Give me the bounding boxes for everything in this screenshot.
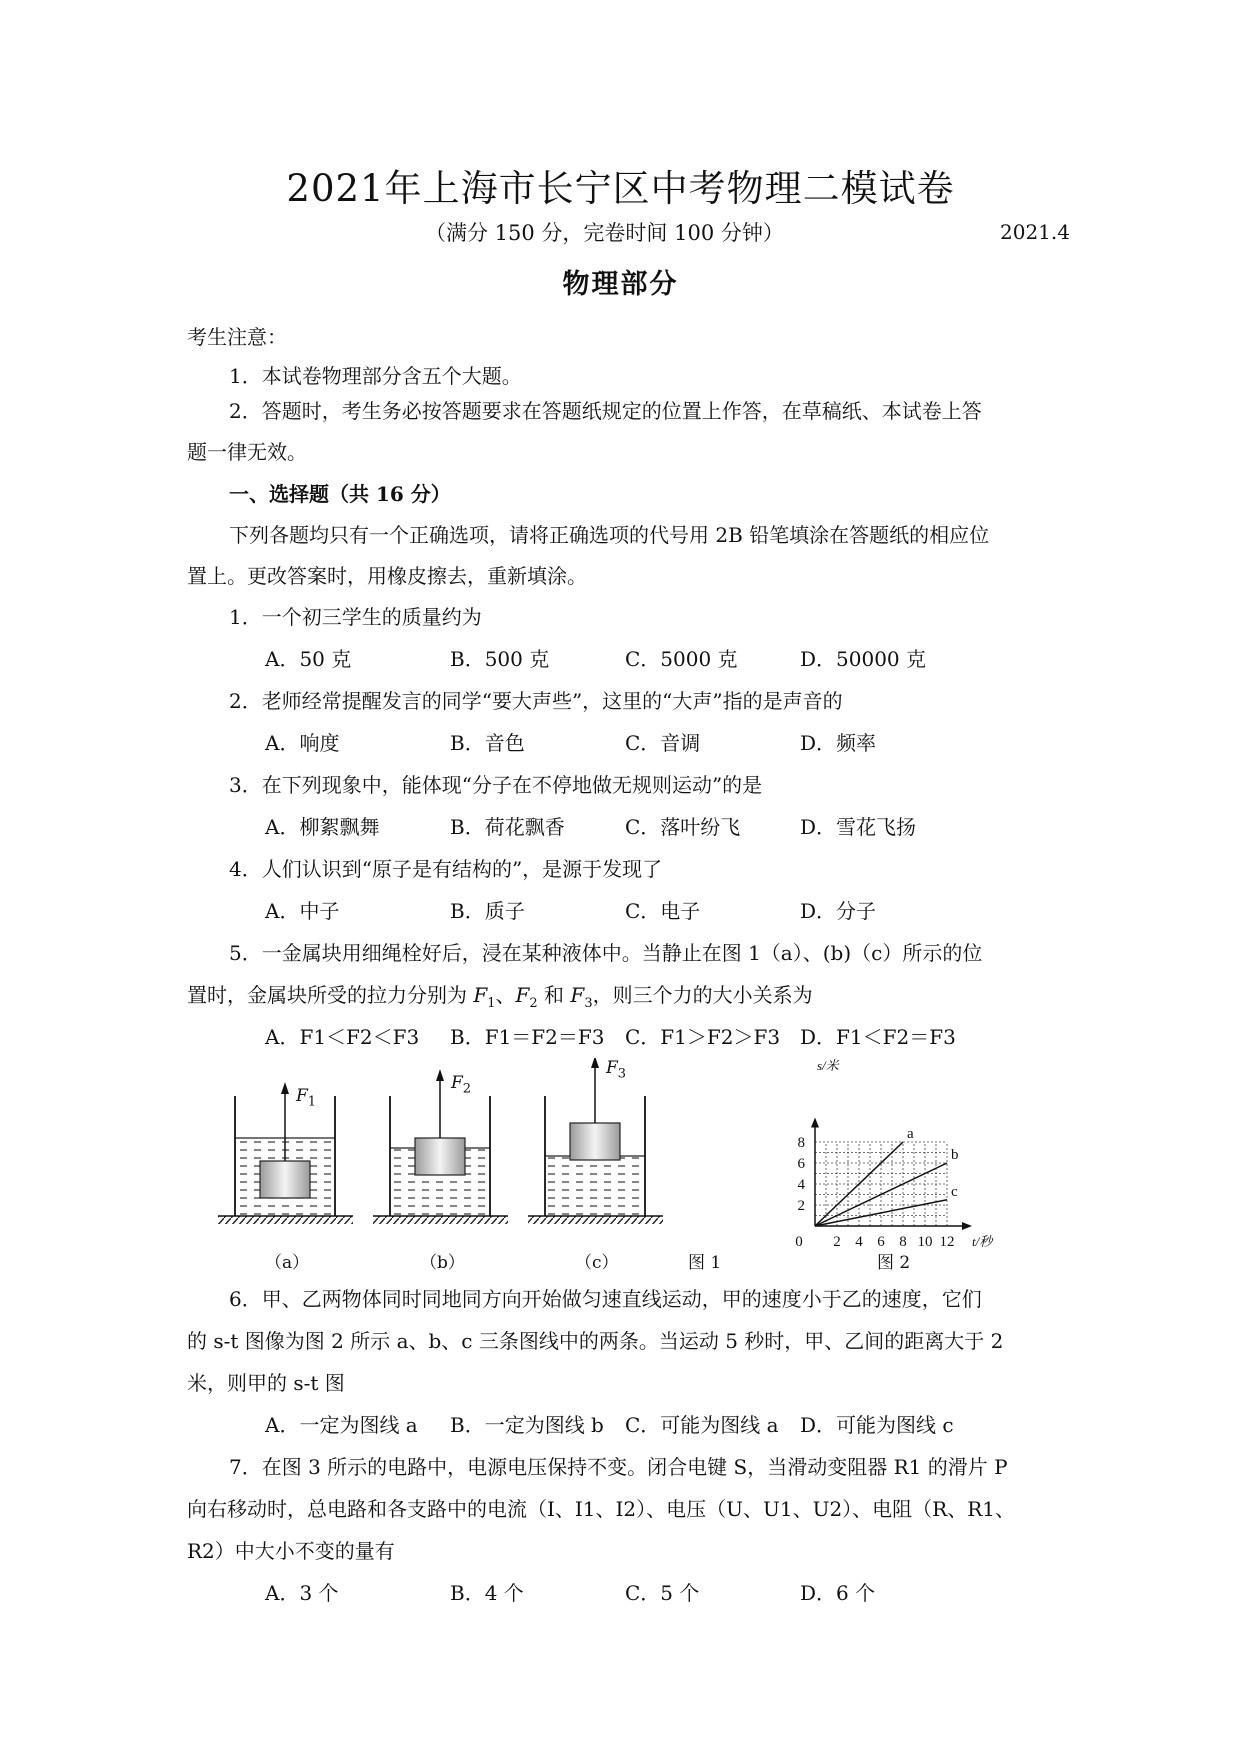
question-4-option-a: A．中子: [265, 899, 340, 923]
exam-subtitle: （满分 150 分，完卷时间 100 分钟）: [425, 221, 784, 245]
series-label-c: c: [951, 1183, 958, 1200]
x-tick-label: 10: [917, 1234, 933, 1250]
question-1-option-a: A．50 克: [265, 647, 352, 671]
y-tick-label: 6: [797, 1156, 805, 1172]
question-6-stem-cont-2: 米，则甲的 s-t 图: [187, 1371, 345, 1395]
question-3-option-d: D．雪花飞扬: [800, 815, 917, 839]
series-line-c: [815, 1200, 947, 1226]
question-1-option-b: B．500 克: [450, 647, 550, 671]
x-axis-label: t/秒: [972, 1234, 993, 1249]
notice-heading: 考生注意：: [187, 325, 287, 349]
question-7-stem-cont: 向右移动时，总电路和各支路中的电流（I、I1、I2）、电压（U、U1、U2）、电阻（R、R1、: [187, 1497, 1016, 1521]
question-6-stem: 6．甲、乙两物体同时同地同方向开始做匀速直线运动，甲的速度小于乙的速度，它们: [229, 1287, 982, 1311]
question-1-option-c: C．5000 克: [625, 647, 738, 671]
question-3-option-b: B．荷花飘香: [450, 815, 565, 839]
question-4-stem: 4．人们认识到“原子是有结构的”，是源于发现了: [229, 857, 663, 881]
question-1-stem: 1．一个初三学生的质量约为: [229, 605, 482, 629]
origin-label: 0: [795, 1234, 803, 1250]
figure-2-chart: [770, 1058, 1030, 1258]
beaker-c: [528, 1058, 663, 1224]
figure-1-title: 图 1: [688, 1253, 722, 1273]
question-7-stem: 7．在图 3 所示的电路中，电源电压保持不变。闭合电键 S，当滑动变阻器 R1 的滑片 P: [229, 1455, 1008, 1479]
question-6-option-b: B．一定为图线 b: [450, 1413, 604, 1437]
question-5-option-b: B．F1＝F2＝F3: [450, 1025, 605, 1049]
question-5-option-c: C．F1＞F2＞F3: [625, 1025, 781, 1049]
y-tick-label: 4: [797, 1177, 805, 1193]
question-3-option-a: A．柳絮飘舞: [265, 815, 380, 839]
page-title: 2021年上海市长宁区中考物理二模试卷: [286, 167, 955, 210]
question-3-stem: 3．在下列现象中，能体现“分子在不停地做无规则运动”的是: [229, 773, 763, 797]
x-tick-label: 8: [899, 1234, 907, 1250]
figure-1-caption-b: （b）: [420, 1253, 465, 1273]
figure-2-title: 图 2: [877, 1253, 911, 1273]
y-axis-arrow: [811, 1118, 819, 1128]
part-heading: 一、选择题（共 16 分）: [229, 482, 451, 506]
part-instructions-cont: 置上。更改答案时，用橡皮擦去，重新填涂。: [187, 564, 587, 588]
question-2-option-b: B．音色: [450, 731, 525, 755]
question-5-stem-cont: 置时，金属块所受的拉力分别为 $F_1$、$F_2$ 和 $F_3$，则三个力的大小关系为: [187, 983, 813, 1011]
y-tick-label: 8: [797, 1135, 805, 1151]
notice-item-2: 2．答题时，考生务必按答题要求在答题纸规定的位置上作答，在草稿纸、本试卷上答: [229, 399, 982, 423]
beaker-b: [373, 1069, 508, 1224]
x-tick-label: 2: [833, 1234, 841, 1250]
question-4-option-d: D．分子: [800, 899, 877, 923]
question-6-option-d: D．可能为图线 c: [800, 1413, 954, 1437]
notice-item-2-cont: 题一律无效。: [187, 440, 307, 464]
question-4-option-c: C．电子: [625, 899, 701, 923]
question-5-stem: 5．一金属块用细绳栓好后，浸在某种液体中。当静止在图 1（a）、(b)（c）所示的位: [229, 941, 983, 965]
figure-1-caption-a: （a）: [265, 1253, 310, 1273]
notice-item-1: 1．本试卷物理部分含五个大题。: [229, 364, 522, 388]
x-axis-arrow: [962, 1222, 972, 1230]
question-2-option-a: A．响度: [265, 731, 340, 755]
series-label-a: a: [907, 1126, 914, 1142]
y-axis-label: s/米: [817, 1058, 839, 1073]
beaker-a: [218, 1082, 353, 1224]
question-7-option-b: B．4 个: [450, 1581, 524, 1605]
figure-1-label-f2: $F_2$: [451, 1073, 472, 1097]
question-4-option-b: B．质子: [450, 899, 525, 923]
question-6-stem-cont: 的 s-t 图像为图 2 所示 a、b、c 三条图线中的两条。当运动 5 秒时，甲、乙间的距离大于 2: [187, 1329, 1004, 1353]
series-label-b: b: [951, 1147, 959, 1163]
question-2-option-c: C．音调: [625, 731, 701, 755]
question-3-option-c: C．落叶纷飞: [625, 815, 741, 839]
part-instructions: 下列各题均只有一个正确选项，请将正确选项的代号用 2B 铅笔填涂在答题纸的相应位: [229, 523, 990, 547]
x-tick-label: 12: [939, 1234, 955, 1250]
question-2-stem: 2．老师经常提醒发言的同学“要大声些”，这里的“大声”指的是声音的: [229, 689, 843, 713]
question-5-option-d: D．F1＜F2＝F3: [800, 1025, 956, 1049]
section-title: 物理部分: [562, 269, 679, 300]
x-tick-label: 4: [855, 1234, 863, 1250]
question-2-option-d: D．频率: [800, 731, 877, 755]
figure-1-label-f3: $F_3$: [606, 1058, 627, 1082]
question-7-option-d: D．6 个: [800, 1581, 876, 1605]
chart-series: [815, 1126, 959, 1226]
question-6-option-a: A．一定为图线 a: [265, 1413, 418, 1437]
question-1-option-d: D．50000 克: [800, 647, 927, 671]
x-tick-label: 6: [877, 1234, 885, 1250]
question-5-option-a: A．F1＜F2＜F3: [265, 1025, 420, 1049]
question-7-option-a: A．3 个: [265, 1581, 339, 1605]
question-7-option-c: C．5 个: [625, 1581, 700, 1605]
question-6-option-c: C．可能为图线 a: [625, 1413, 779, 1437]
figure-1-caption-c: （c）: [575, 1253, 619, 1273]
y-tick-label: 2: [797, 1198, 805, 1214]
question-7-stem-cont-2: R2）中大小不变的量有: [187, 1539, 395, 1563]
exam-date: 2021.4: [1000, 220, 1070, 244]
figure-1-label-f1: $F_1$: [296, 1086, 317, 1110]
